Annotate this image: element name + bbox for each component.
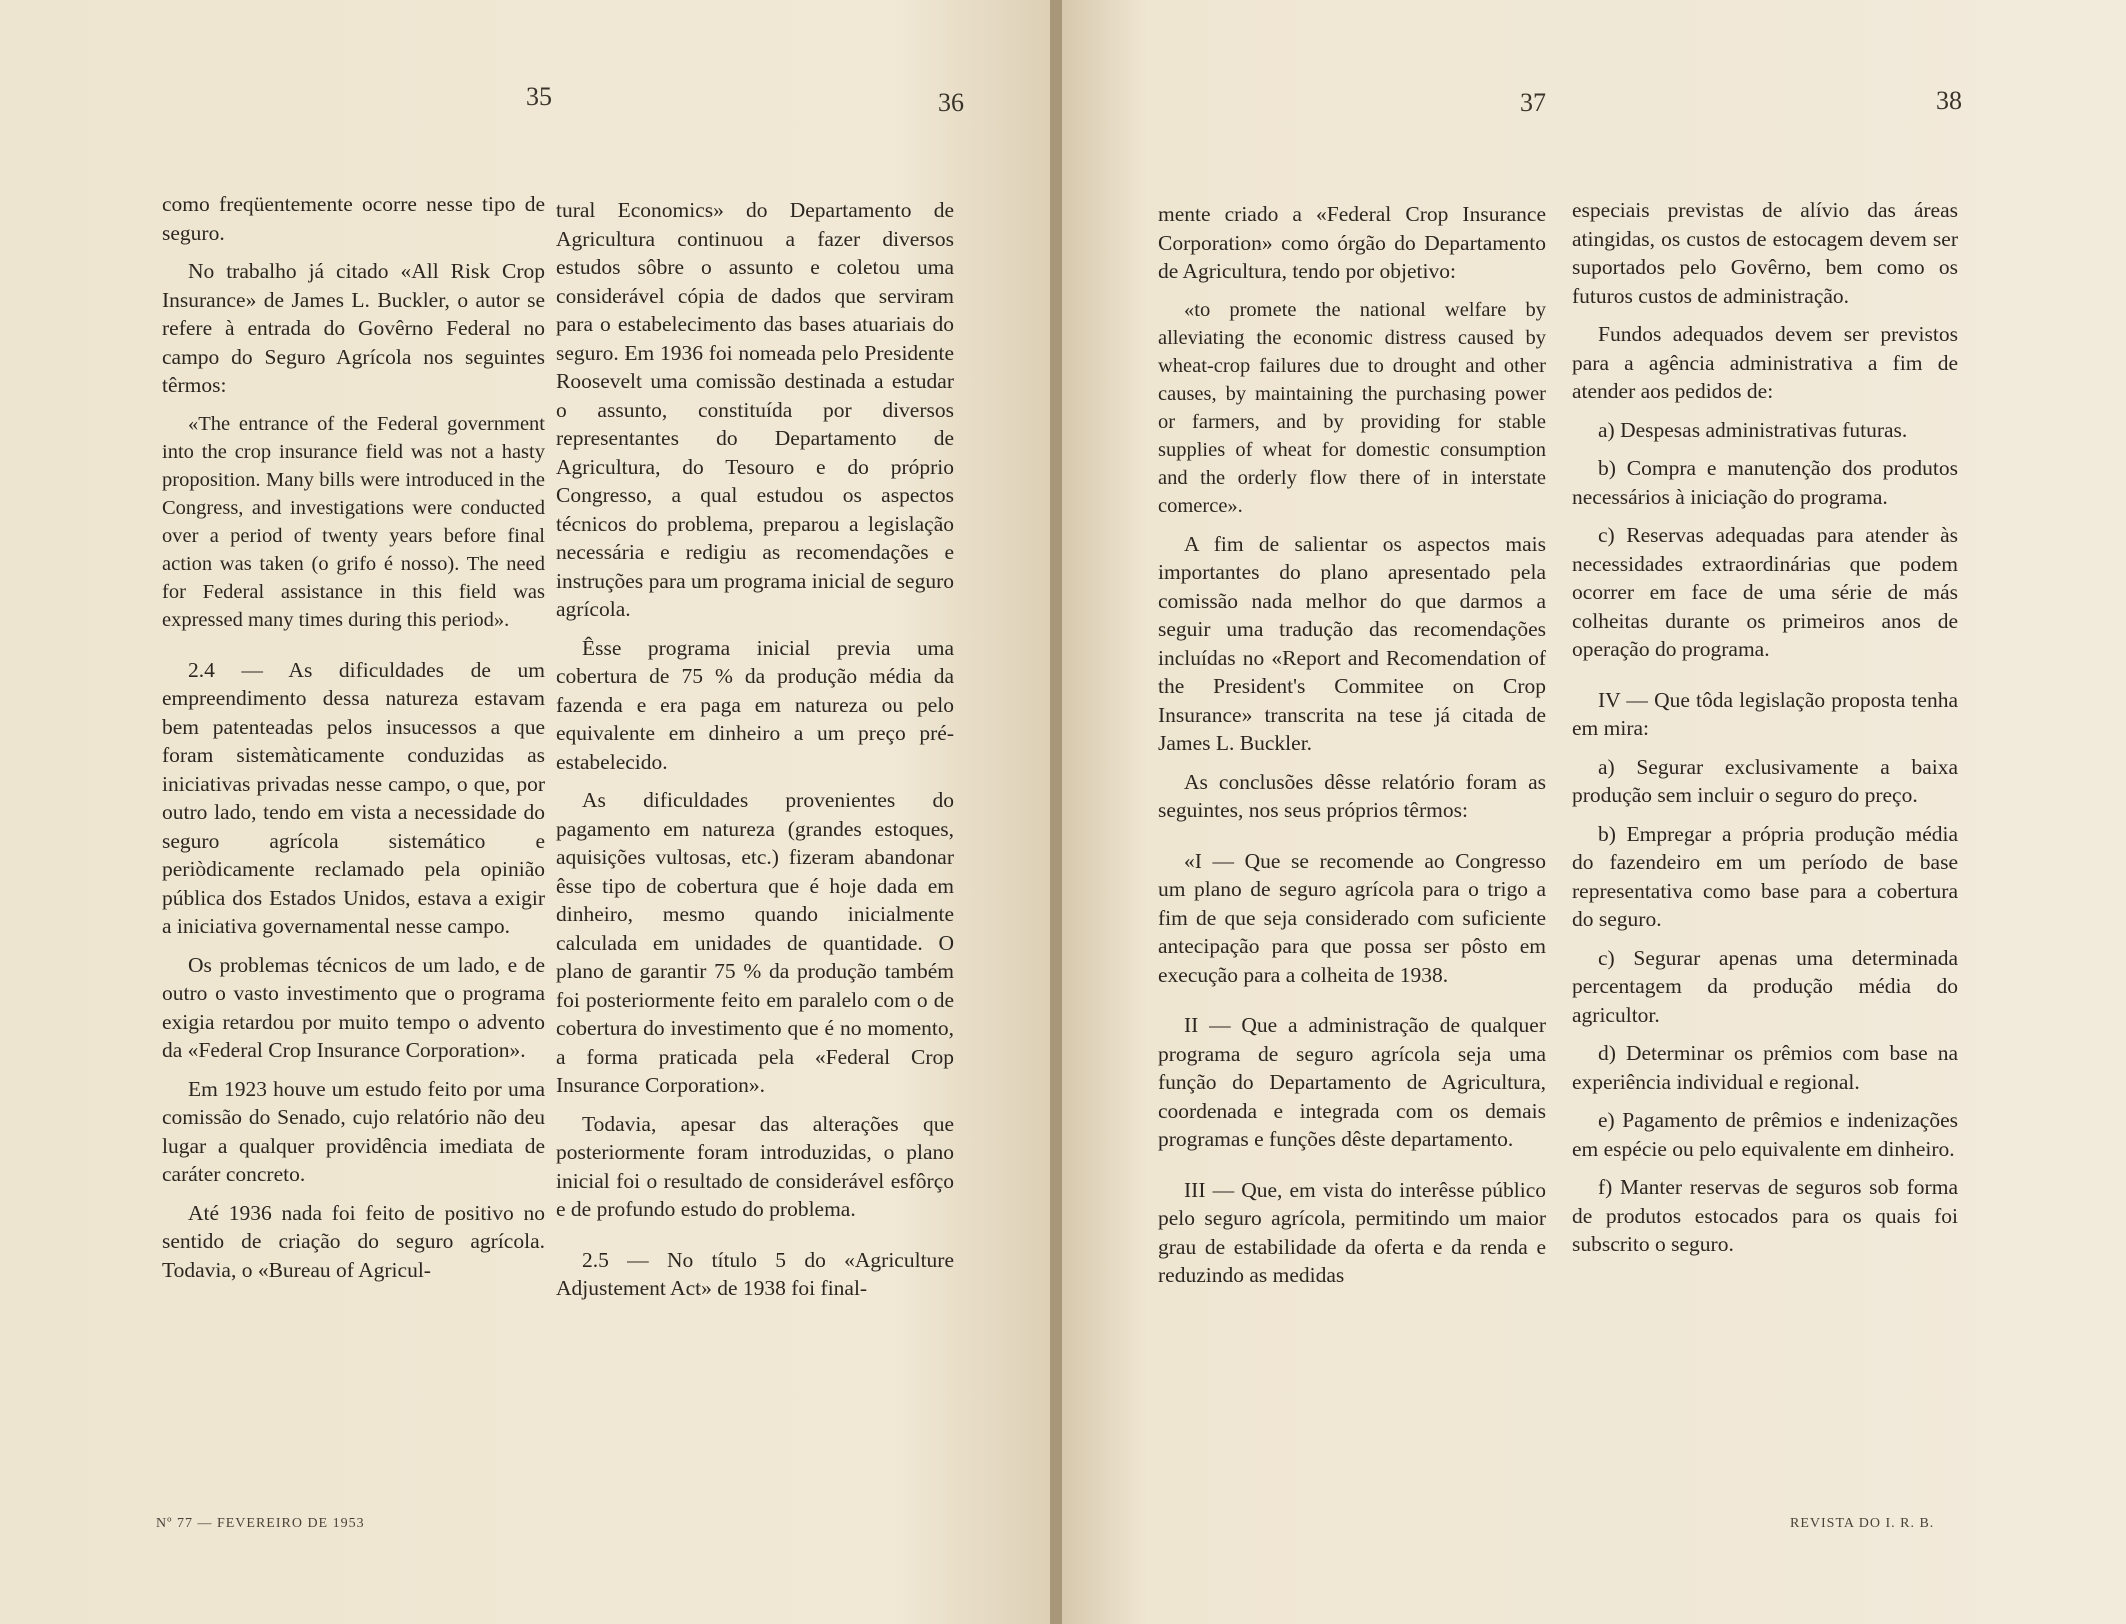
paragraph: mente criado a «Federal Crop Insurance Corporation» como órgão do Departamento de Agricultura, tendo por objetivo: — [1158, 202, 1546, 283]
quote-paragraph: «The entrance of the Federal government into the crop insurance field was not a hasty proposition. Many bills were introduced in the Congress, and investigations were conducted over a period of twenty years before final action was taken (o grifo é nosso). The need for Federal assistance in this field was expressed many times during this period». — [162, 412, 545, 631]
page-number-38: 38 — [1936, 86, 1962, 115]
list-item: d) Determinar os prêmios com base na experiência individual e regional. — [1572, 1041, 1958, 1094]
paragraph: As conclusões dêsse relatório foram as seguintes, nos seus próprios têrmos: — [1158, 769, 1546, 822]
list-item: f) Manter reservas de seguros sob forma de produtos estocados para os quais foi subscrito o seguro. — [1572, 1175, 1958, 1256]
paragraph: As dificuldades provenientes do pagamento em natureza (grandes estoques, aquisições vultosas, etc.) fizeram abandonar êsse tipo de cobertura que é hoje dada em dinheiro, mesmo quando inicialmente calculada em unidades de quantidade. O plano de garantir 75 % da produção também foi posteriormente feito em paralelo com o de cobertura do investimento que é no momento, a forma praticada pela «Federal Crop Insurance Corporation». — [556, 788, 954, 1097]
list-item: a) Despesas administrativas futuras. — [1598, 417, 1908, 442]
paragraph: Até 1936 nada foi feito de positivo no sentido de criação do seguro agrícola. Todavia, o «Bureau of Agricul- — [162, 1200, 545, 1282]
list-item: c) Reservas adequadas para atender às necessidades extraordinárias que podem ocorrer em face de uma série de más colheitas durante os primeiros anos de operação do programa. — [1572, 523, 1958, 661]
list-item: b) Compra e manutenção dos produtos necessários à iniciação do programa. — [1572, 456, 1958, 509]
recommendation-paragraph: III — Que, em vista do interêsse público pelo seguro agrícola, permitindo um maior grau de estabilidade da oferta e da renda e reduzindo as medidas — [1158, 1177, 1546, 1287]
section-paragraph: 2.5 — No título 5 do «Agriculture Adjustement Act» de 1938 foi final- — [556, 1247, 954, 1300]
column-page-37 — [1158, 200, 1546, 1300]
paragraph: como freqüentemente ocorre nesse tipo de seguro. — [162, 192, 545, 245]
column-page-35 — [162, 190, 545, 1294]
quote-paragraph: «to promete the national welfare by alleviating the economic distress caused by wheat-crop failures due to drought and other causes, by maintaining the purchasing power or farmers, and by providing for stable supplies of wheat for domestic consumption and the orderly flow there of in interstate comerce». — [1158, 298, 1546, 517]
list-item: b) Empregar a própria produção média do fazendeiro em um período de base representativa como base para a cobertura do seguro. — [1572, 821, 1958, 931]
section-paragraph: 2.4 — As dificuldades de um empreendimento dessa natureza estavam bem patenteadas pelos insucessos a que foram sistemàticamente conduzidas as iniciativas privadas nesse campo, o que, por outro lado, tendo em vista a necessidade do seguro agrícola sistemático e periòdicamente reclamado pela opinião pública dos Estados Unidos, estava a exigir a iniciativa governamental nesse campo. — [162, 657, 545, 938]
footer-issue: Nº 77 — FEVEREIRO DE 1953 — [156, 1516, 365, 1531]
footer-journal: REVISTA DO I. R. B. — [1790, 1516, 1935, 1531]
paragraph: Fundos adequados devem ser previstos para a agência administrativa a fim de atender aos pedidos de: — [1572, 322, 1958, 403]
left-page — [0, 0, 1050, 1624]
paragraph: Os problemas técnicos de um lado, e de outro o vasto investimento que o programa exigia retardou por muito tempo o advento da «Federal Crop Insurance Corporation». — [162, 952, 545, 1062]
list-item: c) Segurar apenas uma determinada percentagem da produção média do agricultor. — [1572, 945, 1958, 1027]
paragraph: Todavia, apesar das alterações que posteriormente foram introduzidas, o plano inicial foi o resultado de considerável esfôrço e de profundo estudo do problema. — [556, 1111, 954, 1221]
list-item: a) Segurar exclusivamente a baixa produção sem incluir o seguro do preço. — [1572, 754, 1958, 807]
page-number-37: 37 — [1520, 88, 1546, 117]
paragraph: Em 1923 houve um estudo feito por uma comissão do Senado, cujo relatório não deu lugar a qualquer providência imediata de caráter concreto. — [162, 1076, 545, 1186]
paragraph: tural Economics» do Departamento de Agricultura continuou a fazer diversos estudos sôbre o assunto e coletou uma considerável cópia de dados que serviram para o estabelecimento das bases atuariais do seguro. Em 1936 foi nomeada pelo Presidente Roosevelt uma comissão destinada a estudar o assunto, constituída por diversos representantes do Departamento de Agricultura, do Tesouro e do próprio Congresso, a qual estudou os aspectos técnicos do problema, preparou a legislação necessária e redigiu as recomendações e instruções para um programa inicial de seguro agrícola. — [556, 198, 954, 621]
column-page-36 — [556, 196, 954, 1313]
recommendation-paragraph: «I — Que se recomende ao Congresso um plano de seguro agrícola para o trigo a fim de que seja considerado com suficiente antecipação para que possa ser pôsto em execução para a colheita de 1938. — [1158, 848, 1546, 987]
paragraph: A fim de salientar os aspectos mais importantes do plano apresentado pela comissão nada melhor do que darmos a seguir uma tradução das recomendações incluídas no «Report and Recomendation of the President's Commitee on Crop Insurance» transcrita na tese já citada de James L. Buckler. — [1158, 531, 1546, 755]
recommendation-paragraph: II — Que a administração de qualquer programa de seguro agrícola seja uma função do Departamento de Agricultura, coordenada e integrada com os demais programas e funções dêste departamento. — [1158, 1013, 1546, 1151]
page-number-36: 36 — [938, 88, 964, 117]
recommendation-paragraph: IV — Que tôda legislação proposta tenha em mira: — [1572, 687, 1958, 740]
paragraph: No trabalho já citado «All Risk Crop Insurance» de James L. Buckler, o autor se refere à entrada do Govêrno Federal no campo do Seguro Agrícola nos seguintes têrmos: — [162, 259, 545, 397]
right-page — [1062, 0, 2126, 1624]
paragraph: especiais previstas de alívio das áreas atingidas, os custos de estocagem devem ser suportados pelo Govêrno, bem como os futuros custos de administração. — [1572, 198, 1958, 308]
column-page-38 — [1572, 196, 1958, 1269]
list-item: e) Pagamento de prêmios e indenizações em espécie ou pelo equivalente em dinheiro. — [1572, 1108, 1958, 1161]
page-number-35: 35 — [526, 82, 552, 111]
paragraph: Êsse programa inicial previa uma cobertura de 75 % da produção média da fazenda e era paga em natureza ou pelo equivalente em dinheiro a um preço pré-estabelecido. — [556, 635, 954, 774]
book-gutter — [1050, 0, 1062, 1624]
